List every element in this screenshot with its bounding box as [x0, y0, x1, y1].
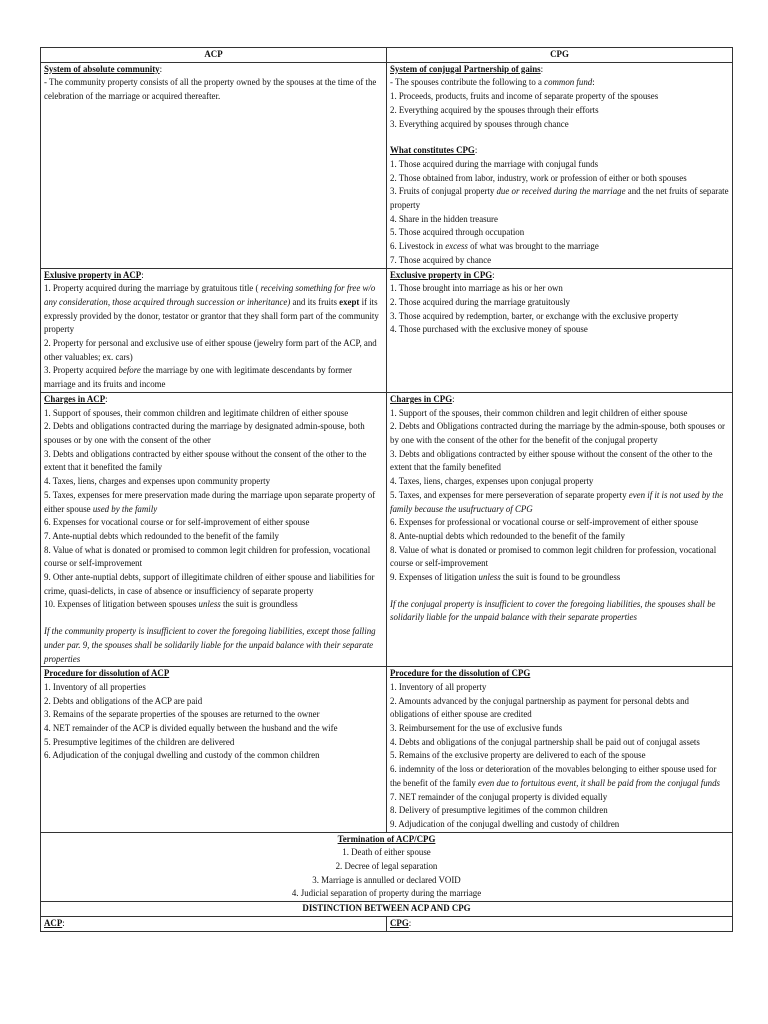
cpg-system-title: System of conjugal Partnership of gains — [390, 63, 541, 74]
list-item: 9. Other ante-nuptial debts, support of illegitimate children of either spouse and liabilities for crime, quasi-delicts, in case of absence or insufficiency of separate property — [44, 572, 375, 596]
list-item: 1. Those acquired during the marriage with conjugal funds — [390, 158, 599, 169]
acp-system-cell: System of absolute community: - The community property consists of all the property owned by the spouses at the time of the celebration of the marriage or acquired thereafter. — [41, 62, 387, 268]
exclusive-property-row — [41, 268, 733, 392]
list-item: 1. Inventory of all properties — [44, 681, 146, 692]
list-item: 7. Those acquired by chance — [390, 254, 492, 265]
dissolution-row — [41, 667, 733, 832]
list-item: 8. Delivery of presumptive legitimes of the common children — [390, 805, 608, 816]
list-item: 3. Debts and obligations contracted by either spouse without the consent of the other to the extent that the family benefited — [390, 448, 713, 473]
list-item: 3. Those acquired by redemption, barter, or exchange with the exclusive property — [390, 310, 679, 321]
acp-header: ACP — [41, 48, 387, 63]
list-item: 5. Those acquired through occupation — [390, 227, 525, 238]
list-item: 4. Taxes, liens, charges, expenses upon conjugal property — [390, 476, 594, 487]
list-item: 3. Debts and obligations contracted by either spouse without the consent of the other to the extent that it benefited the family — [44, 448, 367, 473]
list-item: 7. Ante-nuptial debts which redounded to the benefit of the family — [44, 530, 279, 541]
cpg-charges-note: If the conjugal property is insufficient to cover the foregoing liabilities, the spouses shall be solidarily liable for the unpaid balance with their separate properties — [390, 598, 716, 623]
cpg-dissolution-cell — [387, 667, 733, 832]
list-item: 6. Adjudication of the conjugal dwelling and custody of the common children — [44, 750, 320, 761]
acp-system-title: System of absolute community — [44, 63, 160, 74]
list-item: 5. Taxes, expenses for mere preservation made during the marriage upon separate property of either spouse used by the family — [44, 489, 376, 514]
distinction-header-row — [41, 902, 733, 917]
list-item: 2. Amounts advanced by the conjugal partnership as payment for personal debts and obligations of either spouse are credited — [390, 695, 689, 720]
termination-row — [41, 832, 733, 902]
list-item: 4. NET remainder of the ACP is divided equally between the husband and the wife — [44, 723, 338, 734]
list-item: 5. Presumptive legitimes of the children are delivered — [44, 736, 235, 747]
acp-charges-note: If the community property is insufficient to cover the foregoing liabilities, except those falling under par. 9, the spouses shall be solidarily liable for the unpaid balance with their separate properties — [44, 626, 376, 664]
termination-title: Termination of ACP/CPG — [337, 833, 436, 844]
list-item: 3. Everything acquired by spouses through chance — [390, 118, 569, 129]
distinction-row — [41, 916, 733, 931]
acp-system-text: - The community property consists of all the property owned by the spouses at the time of the celebration of the marriage or acquired thereafter. — [44, 77, 377, 102]
acp-charges-title: Charges in ACP — [44, 393, 106, 404]
list-item: 2. Property for personal and exclusive use of either spouse (jewelry form part of the ACP, and other valuables; ex. cars) — [44, 338, 377, 362]
list-item: 1. Those brought into marriage as his or her own — [390, 283, 563, 294]
list-item: 6. Expenses for vocational course or for self-improvement of either spouse — [44, 517, 310, 528]
list-item: 9. Adjudication of the conjugal dwelling and custody of children — [390, 818, 620, 829]
list-item: 2. Debts and obligations of the ACP are paid — [44, 695, 203, 706]
cpg-exclusive-title: Exclusive property in CPG — [390, 269, 493, 280]
list-item: 6. indemnity of the loss or deterioration of the movables belonging to either spouse used for the benefit of the family even due to fortuitous event, it shall be paid from the conjugal funds — [390, 764, 720, 788]
termination-cell — [41, 832, 733, 902]
cpg-system-cell: System of conjugal Partnership of gains: - The spouses contribute the following to a common fund: 1. Proceeds, products, fruits and income of separate property of the spouses 2. Everything acquired by the spouses through their efforts 3. Everything acquired by spouses through chance What constitutes CPG: 1. Those acquired during the marriage with conjugal funds 2. Those obtained from labor, industry, work or profession of either or both spouses 3. Fruits of conjugal property due or received during the marriage and the net fruits of separate property 4. Share in the hidden treasure 5. Those acquired through occupation 6. Livestock in excess of what was brought to the marriage 7. Those acquired by chance — [387, 62, 733, 268]
list-item: 2. Debts and obligations contracted during the marriage by designated admin-spouse, both spouses or by one with the consent of the other — [44, 421, 365, 445]
list-item: 10. Expenses of litigation between spouses unless the suit is groundless — [44, 599, 298, 610]
list-item: 4. Taxes, liens, charges and expenses upon community property — [44, 476, 271, 487]
list-item: 4. Those purchased with the exclusive money of spouse — [390, 324, 588, 335]
termination-list — [44, 846, 729, 901]
list-item: 3. Marriage is annulled or declared VOID — [312, 874, 461, 885]
list-item: 1. Support of the spouses, their common children and legit children of either spouse — [390, 407, 688, 418]
acp-exclusive-cell: Exlusive property in ACP: 1. Property acquired during the marriage by gratuitous title ( receiving something for free w/o any consideration, those acquired through succession or inheritance) and its fruits exept if its expressly provided by the donor, testator or grantor that they shall form part of the community property 2. Property for personal and exclusive use of either spouse (jewelry form part of the ACP, and other valuables; ex. cars) 3. Property acquired before the marriage by one with legitimate descendants by former marriage and its fruits and income — [41, 268, 387, 392]
cpg-dissolution-title: Procedure for the dissolution of CPG — [390, 668, 531, 679]
list-item: 5. Taxes, and expenses for mere perseveration of separate property even if it is not used by the family because the usufructuary of CPG — [390, 489, 724, 514]
list-item: 8. Value of what is donated or promised to common legit children for profession, vocational course or self-improvement — [44, 544, 371, 569]
distinction-title: DISTINCTION BETWEEN ACP AND CPG — [41, 902, 733, 917]
distinction-cpg-label: CPG — [390, 917, 409, 928]
list-item: 3. Fruits of conjugal property due or received during the marriage and the net fruits of separate property — [390, 186, 729, 211]
document-sheet — [40, 47, 732, 932]
cpg-header: CPG — [387, 48, 733, 63]
list-item: 7. NET remainder of the conjugal property is divided equally — [390, 791, 608, 802]
cpg-what-constitutes-title: What constitutes CPG — [390, 145, 475, 156]
list-item: 1. Proceeds, products, fruits and income of separate property of the spouses — [390, 91, 659, 102]
comparison-table — [40, 47, 733, 932]
distinction-cpg-cell: CPG: — [387, 916, 733, 931]
cpg-system-intro: - The spouses contribute the following to a common fund: — [390, 77, 595, 88]
list-item: 1. Death of either spouse — [342, 847, 431, 858]
distinction-acp-label: ACP — [44, 917, 63, 928]
system-row — [41, 62, 733, 268]
list-item: 5. Remains of the exclusive property are delivered to each of the spouse — [390, 750, 646, 761]
acp-dissolution-title: Procedure for dissolution of ACP — [44, 668, 170, 679]
cpg-exclusive-cell: Exclusive property in CPG: 1. Those brought into marriage as his or her own 2. Those acquired during the marriage gratuitously 3. Those acquired by redemption, barter, or exchange with the exclusive property 4. Those purchased with the exclusive money of spouse — [387, 268, 733, 392]
list-item: 2. Those acquired during the marriage gratuitously — [390, 296, 570, 307]
list-item: 3. Property acquired before the marriage by one with legitimate descendants by former marriage and its fruits and income — [44, 365, 352, 390]
list-item: 4. Share in the hidden treasure — [390, 213, 498, 224]
list-item: 1. Inventory of all property — [390, 681, 487, 692]
acp-exclusive-title: Exlusive property in ACP — [44, 269, 142, 280]
acp-charges-cell: Charges in ACP: 1. Support of spouses, their common children and legitimate children of either spouse 2. Debts and obligations contracted during the marriage by designated admin-spouse, both spouses or by one with the consent of the other 3. Debts and obligations contracted by either spouse without the consent of the other to the extent that it benefited the family 4. Taxes, liens, charges and expenses upon community property 5. Taxes, expenses for mere preservation made during the marriage upon separate property of either spouse used by the family 6. Expenses for vocational course or for self-improvement of either spouse 7. Ante-nuptial debts which redounded to the benefit of the family 8. Value of what is donated or promised to common legit children for profession, vocational course or self-improvement 9. Other ante-nuptial debts, support of illegitimate children of either spouse and liabilities for crime, quasi-delicts, in case of absence or insufficiency of separate property 10. Expenses of litigation between spouses unless the suit is groundless If the community property is insufficient to cover the foregoing liabilities, except those falling under par. 9, the spouses shall be solidarily liable for the unpaid balance with their separate properties — [41, 392, 387, 666]
list-item: 2. Those obtained from labor, industry, work or profession of either or both spouses — [390, 172, 687, 183]
cpg-charges-cell: Charges in CPG: 1. Support of the spouses, their common children and legit children of either spouse 2. Debts and Obligations contracted during the marriage by the admin-spouse, both spouses or by one with the consent of the other for the benefit of the conjugal property 3. Debts and obligations contracted by either spouse without the consent of the other to the extent that the family benefited 4. Taxes, liens, charges, expenses upon conjugal property 5. Taxes, and expenses for mere perseveration of separate property even if it is not used by the family because the usufructuary of CPG 6. Expenses for professional or vocational course or self-improvement of either spouse 8. Ante-nuptial debts which redounded to the benefit of the family 8. Value of what is donated or promised to common legit children for profession, vocational course or self-improvement 9. Expenses of litigation unless the suit is found to be groundless If the conjugal property is insufficient to cover the foregoing liabilities, the spouses shall be solidarily liable for the unpaid balance with their separate properties — [387, 392, 733, 666]
list-item: 9. Expenses of litigation unless the suit is found to be groundless — [390, 572, 621, 583]
distinction-acp-cell: ACP: — [41, 916, 387, 931]
list-item: 3. Remains of the separate properties of the spouses are returned to the owner — [44, 709, 320, 720]
list-item: 3. Reimbursement for the use of exclusive funds — [390, 723, 563, 734]
acp-dissolution-cell — [41, 667, 387, 832]
list-item: 2. Everything acquired by the spouses through their efforts — [390, 104, 599, 115]
charges-row — [41, 392, 733, 666]
list-item: 2. Decree of legal separation — [335, 861, 438, 872]
list-item: 6. Livestock in excess of what was brought to the marriage — [390, 241, 599, 252]
header-row — [41, 48, 733, 63]
list-item: 8. Value of what is donated or promised to common legit children for profession, vocational course or self-improvement — [390, 544, 717, 569]
list-item: 6. Expenses for professional or vocational course or self-improvement of either spouse — [390, 517, 699, 528]
list-item: 2. Debts and Obligations contracted during the marriage by the admin-spouse, both spouses or by one with the consent of the other for the benefit of the conjugal property — [390, 421, 725, 445]
list-item: 1. Support of spouses, their common children and legitimate children of either spouse — [44, 407, 349, 418]
list-item: 4. Judicial separation of property during the marriage — [291, 888, 482, 899]
list-item: 1. Property acquired during the marriage by gratuitous title ( receiving something for free w/o any consideration, those acquired through succession or inheritance) and its fruits exept if its expressly provided by the donor, testator or grantor that they shall form part of the community property — [44, 283, 379, 335]
list-item: 8. Ante-nuptial debts which redounded to the benefit of the family — [390, 530, 625, 541]
list-item: 4. Debts and obligations of the conjugal partnership shall be paid out of conjugal assets — [390, 736, 700, 747]
cpg-charges-title: Charges in CPG — [390, 393, 453, 404]
